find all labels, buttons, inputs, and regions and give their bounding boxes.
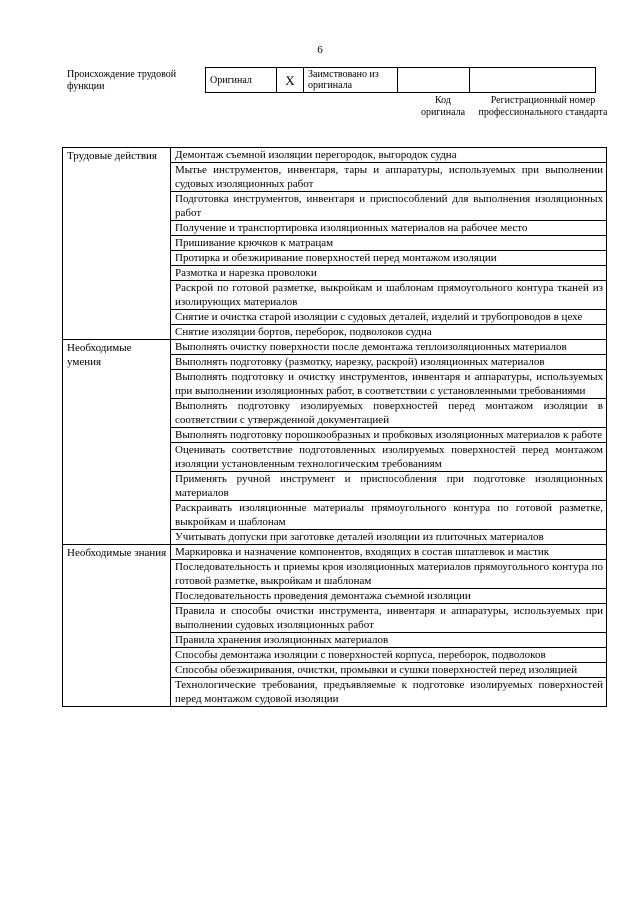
required-skills-heading: Необходимые умения	[63, 340, 171, 545]
required-skills-item: Выполнять подготовку и очистку инструментов, инвентаря и аппаратуры, используемых при выполнении изоляционных работ, в соответствии с установленными требованиями	[171, 370, 607, 399]
required-knowledge-item: Правила хранения изоляционных материалов	[171, 633, 607, 648]
required-knowledge-item: Способы обезжиривания, очистки, промывки и сушки поверхностей перед изоляцией	[171, 663, 607, 678]
reg-number-label: Регистрационный номер профессионального стандарта	[478, 95, 608, 118]
code-label: Код оригинала	[420, 95, 466, 118]
required-skills-item: Учитывать допуски при заготовке деталей изоляции из плиточных материалов	[171, 530, 607, 545]
required-skills-item: Выполнять подготовку изолируемых поверхностей перед монтажом изоляции в соответствии с утвержденной документацией	[171, 399, 607, 428]
labor-actions-heading: Трудовые действия	[63, 148, 171, 340]
origin-table	[205, 67, 596, 93]
table-row	[63, 545, 607, 560]
labor-actions-item: Раскрой по готовой разметке, выкройкам и шаблонам прямоугольного контура тканей из изолирующих материалов	[171, 281, 607, 310]
required-knowledge-item: Технологические требования, предъявляемые к подготовке изолируемых поверхностей перед монтажом судовой изоляции	[171, 678, 607, 707]
required-skills-item: Применять ручной инструмент и приспособления при подготовке изоляционных материалов	[171, 472, 607, 501]
labor-actions-item: Размотка и нарезка проволоки	[171, 266, 607, 281]
required-knowledge-item: Последовательность проведения демонтажа съемной изоляции	[171, 589, 607, 604]
labor-actions-item: Снятие изоляции бортов, переборок, подволоков судна	[171, 325, 607, 340]
reg-number-cell	[470, 68, 596, 93]
original-mark: X	[277, 68, 304, 93]
required-knowledge-item: Правила и способы очистки инструмента, инвентаря и аппаратуры, используемых при выполнении судовых изоляционных работ	[171, 604, 607, 633]
page-number: 6	[317, 44, 323, 56]
labor-actions-item: Снятие и очистка старой изоляции с судовых деталей, изделий и трубопроводов в цехе	[171, 310, 607, 325]
labor-actions-item: Мытье инструментов, инвентаря, тары и аппаратуры, используемых при выполнении судовых изоляционных работ	[171, 163, 607, 192]
required-skills-item: Выполнять подготовку (размотку, нарезку, раскрой) изоляционных материалов	[171, 355, 607, 370]
labor-actions-item: Получение и транспортировка изоляционных материалов на рабочее место	[171, 221, 607, 236]
labor-actions-item: Демонтаж съемной изоляции перегородок, выгородок судна	[171, 148, 607, 163]
table-row	[63, 148, 607, 163]
required-knowledge-item: Маркировка и назначение компонентов, входящих в состав шпатлевок и мастик	[171, 545, 607, 560]
labor-actions-item: Протирка и обезжиривание поверхностей перед монтажом изоляции	[171, 251, 607, 266]
borrowed-cell: Заимствовано из оригинала	[304, 68, 398, 93]
required-skills-item: Выполнять подготовку порошкообразных и пробковых изоляционных материалов к работе	[171, 428, 607, 443]
labor-function-table	[62, 147, 607, 707]
required-skills-item: Раскраивать изоляционные материалы прямоугольного контура по готовой разметке, выкройкам и шаблонам	[171, 501, 607, 530]
labor-actions-item: Пришивание крючков к матрацам	[171, 236, 607, 251]
required-skills-item: Оценивать соответствие подготовленных изолируемых поверхностей перед монтажом изоляции установленным технологическим требованиям	[171, 443, 607, 472]
required-knowledge-heading: Необходимые знания	[63, 545, 171, 707]
labor-actions-item: Подготовка инструментов, инвентаря и приспособлений для выполнения изоляционных работ	[171, 192, 607, 221]
origin-label: Происхождение трудовой функции	[67, 69, 177, 92]
required-knowledge-item: Последовательность и приемы кроя изоляционных материалов прямоугольного контура по готовой разметке, выкройкам и шаблонам	[171, 560, 607, 589]
code-cell	[398, 68, 470, 93]
table-row	[63, 340, 607, 355]
required-skills-item: Выполнять очистку поверхности после демонтажа теплоизоляционных материалов	[171, 340, 607, 355]
original-cell: Оригинал	[206, 68, 277, 93]
required-knowledge-item: Способы демонтажа изоляции с поверхностей корпуса, переборок, подволоков	[171, 648, 607, 663]
